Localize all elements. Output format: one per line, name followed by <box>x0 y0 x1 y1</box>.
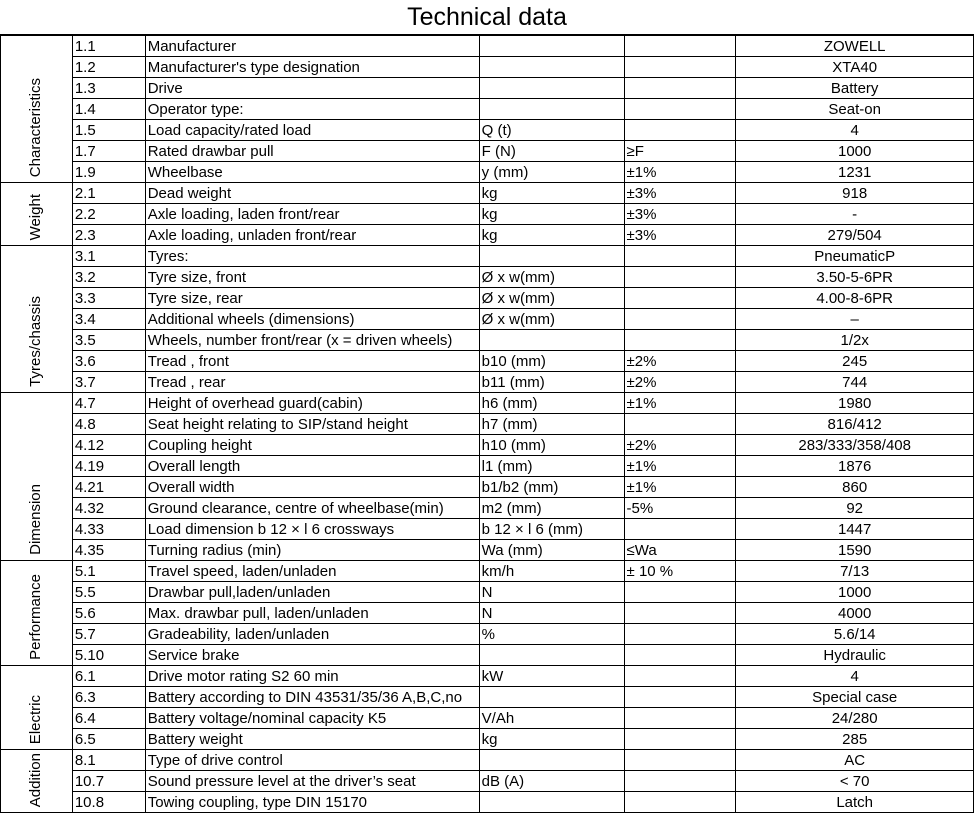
item-value: 24/280 <box>736 708 974 729</box>
item-name: Coupling height <box>145 435 479 456</box>
row-number: 4.7 <box>72 393 145 414</box>
row-number: 1.2 <box>72 57 145 78</box>
item-name: Wheelbase <box>145 162 479 183</box>
item-name: Drive motor rating S2 60 min <box>145 666 479 687</box>
table-row <box>1 267 974 288</box>
item-unit: l1 (mm) <box>479 456 624 477</box>
item-tolerance: ±3% <box>624 204 736 225</box>
row-number: 2.1 <box>72 183 145 204</box>
table-row <box>1 36 974 57</box>
item-tolerance: ±1% <box>624 162 736 183</box>
table-row <box>1 687 974 708</box>
item-value: 92 <box>736 498 974 519</box>
item-unit <box>479 246 624 267</box>
row-number: 2.3 <box>72 225 145 246</box>
item-unit: Q (t) <box>479 120 624 141</box>
item-unit: N <box>479 603 624 624</box>
item-value: 5.6/14 <box>736 624 974 645</box>
item-value: 4.00-8-6PR <box>736 288 974 309</box>
item-tolerance: ±1% <box>624 393 736 414</box>
table-row <box>1 729 974 750</box>
table-row <box>1 162 974 183</box>
item-tolerance <box>624 666 736 687</box>
row-number: 5.7 <box>72 624 145 645</box>
row-number: 4.8 <box>72 414 145 435</box>
item-tolerance <box>624 582 736 603</box>
table-row <box>1 141 974 162</box>
item-tolerance: ±2% <box>624 372 736 393</box>
row-number: 3.7 <box>72 372 145 393</box>
table-row <box>1 120 974 141</box>
table-row <box>1 393 974 414</box>
item-value: 1447 <box>736 519 974 540</box>
item-value: Latch <box>736 792 974 813</box>
item-tolerance <box>624 519 736 540</box>
table-row <box>1 645 974 666</box>
item-name: Rated drawbar pull <box>145 141 479 162</box>
row-number: 4.32 <box>72 498 145 519</box>
item-name: Travel speed, laden/unladen <box>145 561 479 582</box>
table-row <box>1 372 974 393</box>
item-value: 1876 <box>736 456 974 477</box>
item-name: Operator type: <box>145 99 479 120</box>
item-unit <box>479 750 624 771</box>
item-value: 1590 <box>736 540 974 561</box>
table-row <box>1 561 974 582</box>
item-unit: dB (A) <box>479 771 624 792</box>
item-value: AC <box>736 750 974 771</box>
row-number: 10.7 <box>72 771 145 792</box>
item-unit <box>479 792 624 813</box>
item-value: 744 <box>736 372 974 393</box>
item-name: Overall width <box>145 477 479 498</box>
item-value: < 70 <box>736 771 974 792</box>
row-number: 6.4 <box>72 708 145 729</box>
table-row <box>1 624 974 645</box>
group-label: Performance <box>27 574 45 660</box>
table-row <box>1 582 974 603</box>
item-tolerance: ±3% <box>624 225 736 246</box>
item-value: 1980 <box>736 393 974 414</box>
item-tolerance <box>624 624 736 645</box>
row-number: 3.3 <box>72 288 145 309</box>
item-name: Sound pressure level at the driver’s seat <box>145 771 479 792</box>
item-value: 1231 <box>736 162 974 183</box>
row-number: 5.10 <box>72 645 145 666</box>
item-value: 7/13 <box>736 561 974 582</box>
group-label-cell <box>1 36 73 183</box>
table-row <box>1 477 974 498</box>
spec-table <box>0 35 974 813</box>
item-tolerance <box>624 57 736 78</box>
item-name: Battery weight <box>145 729 479 750</box>
group-label: Addition <box>27 752 45 807</box>
item-value: 285 <box>736 729 974 750</box>
item-value: XTA40 <box>736 57 974 78</box>
item-name: Tread , rear <box>145 372 479 393</box>
item-unit: h10 (mm) <box>479 435 624 456</box>
item-tolerance: ±3% <box>624 183 736 204</box>
item-value: 3.50-5-6PR <box>736 267 974 288</box>
item-unit: b10 (mm) <box>479 351 624 372</box>
item-tolerance <box>624 309 736 330</box>
item-tolerance: ± 10 % <box>624 561 736 582</box>
item-tolerance <box>624 729 736 750</box>
item-name: Gradeability, laden/unladen <box>145 624 479 645</box>
item-unit: Ø x w(mm) <box>479 288 624 309</box>
item-unit <box>479 36 624 57</box>
item-tolerance: ≥F <box>624 141 736 162</box>
item-name: Height of overhead guard(cabin) <box>145 393 479 414</box>
group-label-cell <box>1 750 73 813</box>
item-tolerance <box>624 687 736 708</box>
row-number: 4.19 <box>72 456 145 477</box>
item-tolerance <box>624 78 736 99</box>
item-unit: Wa (mm) <box>479 540 624 561</box>
item-unit <box>479 99 624 120</box>
item-unit: b 12 × l 6 (mm) <box>479 519 624 540</box>
row-number: 5.1 <box>72 561 145 582</box>
row-number: 8.1 <box>72 750 145 771</box>
table-row <box>1 246 974 267</box>
table-row <box>1 435 974 456</box>
item-name: Axle loading, laden front/rear <box>145 204 479 225</box>
group-label-cell <box>1 666 73 750</box>
table-row <box>1 309 974 330</box>
item-unit: N <box>479 582 624 603</box>
item-tolerance <box>624 267 736 288</box>
table-row <box>1 603 974 624</box>
group-label: Characteristics <box>27 77 45 177</box>
item-name: Axle loading, unladen front/rear <box>145 225 479 246</box>
table-row <box>1 771 974 792</box>
item-name: Service brake <box>145 645 479 666</box>
item-name: Overall length <box>145 456 479 477</box>
table-row <box>1 498 974 519</box>
item-value: 283/333/358/408 <box>736 435 974 456</box>
item-unit: h7 (mm) <box>479 414 624 435</box>
item-value: 816/412 <box>736 414 974 435</box>
item-tolerance <box>624 414 736 435</box>
table-row <box>1 78 974 99</box>
row-number: 3.2 <box>72 267 145 288</box>
item-name: Type of drive control <box>145 750 479 771</box>
item-tolerance <box>624 750 736 771</box>
table-row <box>1 519 974 540</box>
item-tolerance <box>624 645 736 666</box>
row-number: 1.5 <box>72 120 145 141</box>
item-tolerance <box>624 603 736 624</box>
item-unit: kg <box>479 183 624 204</box>
item-unit: kW <box>479 666 624 687</box>
item-tolerance: -5% <box>624 498 736 519</box>
item-name: Tyre size, front <box>145 267 479 288</box>
table-row <box>1 708 974 729</box>
row-number: 4.35 <box>72 540 145 561</box>
item-name: Wheels, number front/rear (x = driven wheels) <box>145 330 479 351</box>
item-unit: kg <box>479 729 624 750</box>
row-number: 1.9 <box>72 162 145 183</box>
item-name: Load capacity/rated load <box>145 120 479 141</box>
item-tolerance: ±1% <box>624 456 736 477</box>
item-unit: m2 (mm) <box>479 498 624 519</box>
row-number: 4.33 <box>72 519 145 540</box>
item-unit: % <box>479 624 624 645</box>
row-number: 1.7 <box>72 141 145 162</box>
row-number: 4.12 <box>72 435 145 456</box>
table-row <box>1 414 974 435</box>
item-unit: b11 (mm) <box>479 372 624 393</box>
row-number: 1.3 <box>72 78 145 99</box>
row-number: 5.6 <box>72 603 145 624</box>
item-tolerance <box>624 792 736 813</box>
item-tolerance <box>624 288 736 309</box>
item-value: Hydraulic <box>736 645 974 666</box>
row-number: 3.1 <box>72 246 145 267</box>
group-label-cell <box>1 561 73 666</box>
item-unit: kg <box>479 204 624 225</box>
item-value: 1000 <box>736 141 974 162</box>
row-number: 6.1 <box>72 666 145 687</box>
item-value: 279/504 <box>736 225 974 246</box>
item-unit: km/h <box>479 561 624 582</box>
table-row <box>1 456 974 477</box>
item-name: Tread , front <box>145 351 479 372</box>
group-label: Weight <box>27 193 45 240</box>
item-name: Manufacturer <box>145 36 479 57</box>
item-unit <box>479 645 624 666</box>
item-name: Drive <box>145 78 479 99</box>
table-row <box>1 792 974 813</box>
item-tolerance <box>624 36 736 57</box>
item-value: – <box>736 309 974 330</box>
item-unit <box>479 57 624 78</box>
item-tolerance <box>624 708 736 729</box>
table-row <box>1 750 974 771</box>
item-name: Manufacturer's type designation <box>145 57 479 78</box>
row-number: 1.4 <box>72 99 145 120</box>
item-tolerance <box>624 120 736 141</box>
item-tolerance: ±2% <box>624 435 736 456</box>
row-number: 10.8 <box>72 792 145 813</box>
row-number: 4.21 <box>72 477 145 498</box>
item-unit: y (mm) <box>479 162 624 183</box>
item-value: 1000 <box>736 582 974 603</box>
group-label-cell <box>1 246 73 393</box>
row-number: 6.5 <box>72 729 145 750</box>
table-row <box>1 540 974 561</box>
row-number: 2.2 <box>72 204 145 225</box>
item-value: 4 <box>736 120 974 141</box>
item-value: Battery <box>736 78 974 99</box>
table-row <box>1 204 974 225</box>
group-label-cell <box>1 183 73 246</box>
table-row <box>1 330 974 351</box>
item-unit <box>479 78 624 99</box>
item-name: Additional wheels (dimensions) <box>145 309 479 330</box>
item-value: 918 <box>736 183 974 204</box>
table-row <box>1 288 974 309</box>
row-number: 3.4 <box>72 309 145 330</box>
item-unit: F (N) <box>479 141 624 162</box>
group-label: Electric <box>27 694 45 744</box>
item-name: Tyres: <box>145 246 479 267</box>
item-name: Load dimension b 12 × l 6 crossways <box>145 519 479 540</box>
item-unit: b1/b2 (mm) <box>479 477 624 498</box>
item-name: Dead weight <box>145 183 479 204</box>
item-tolerance <box>624 771 736 792</box>
item-tolerance <box>624 330 736 351</box>
sheet-title: Technical data <box>0 0 974 35</box>
item-value: - <box>736 204 974 225</box>
group-label: Dimension <box>27 484 45 555</box>
item-value: Special case <box>736 687 974 708</box>
group-label-cell <box>1 393 73 561</box>
table-row <box>1 225 974 246</box>
item-unit: V/Ah <box>479 708 624 729</box>
table-row <box>1 183 974 204</box>
row-number: 6.3 <box>72 687 145 708</box>
item-value: 860 <box>736 477 974 498</box>
item-name: Drawbar pull,laden/unladen <box>145 582 479 603</box>
item-value: PneumaticP <box>736 246 974 267</box>
item-value: 245 <box>736 351 974 372</box>
item-name: Battery voltage/nominal capacity K5 <box>145 708 479 729</box>
item-tolerance <box>624 246 736 267</box>
table-row <box>1 57 974 78</box>
row-number: 3.5 <box>72 330 145 351</box>
row-number: 3.6 <box>72 351 145 372</box>
item-tolerance: ≤Wa <box>624 540 736 561</box>
item-unit: Ø x w(mm) <box>479 267 624 288</box>
item-name: Tyre size, rear <box>145 288 479 309</box>
item-name: Ground clearance, centre of wheelbase(min) <box>145 498 479 519</box>
item-name: Turning radius (min) <box>145 540 479 561</box>
item-value: 4 <box>736 666 974 687</box>
item-value: 1/2x <box>736 330 974 351</box>
item-name: Battery according to DIN 43531/35/36 A,B,C,no <box>145 687 479 708</box>
item-unit: h6 (mm) <box>479 393 624 414</box>
item-tolerance <box>624 99 736 120</box>
item-value: ZOWELL <box>736 36 974 57</box>
item-unit <box>479 330 624 351</box>
table-row <box>1 99 974 120</box>
item-unit <box>479 687 624 708</box>
item-name: Seat height relating to SIP/stand height <box>145 414 479 435</box>
item-name: Max. drawbar pull, laden/unladen <box>145 603 479 624</box>
item-unit: Ø x w(mm) <box>479 309 624 330</box>
table-row <box>1 351 974 372</box>
row-number: 1.1 <box>72 36 145 57</box>
item-value: Seat-on <box>736 99 974 120</box>
item-tolerance: ±2% <box>624 351 736 372</box>
item-tolerance: ±1% <box>624 477 736 498</box>
table-row <box>1 666 974 687</box>
item-value: 4000 <box>736 603 974 624</box>
item-name: Towing coupling, type DIN 15170 <box>145 792 479 813</box>
item-unit: kg <box>479 225 624 246</box>
row-number: 5.5 <box>72 582 145 603</box>
group-label: Tyres/chassis <box>27 296 45 387</box>
